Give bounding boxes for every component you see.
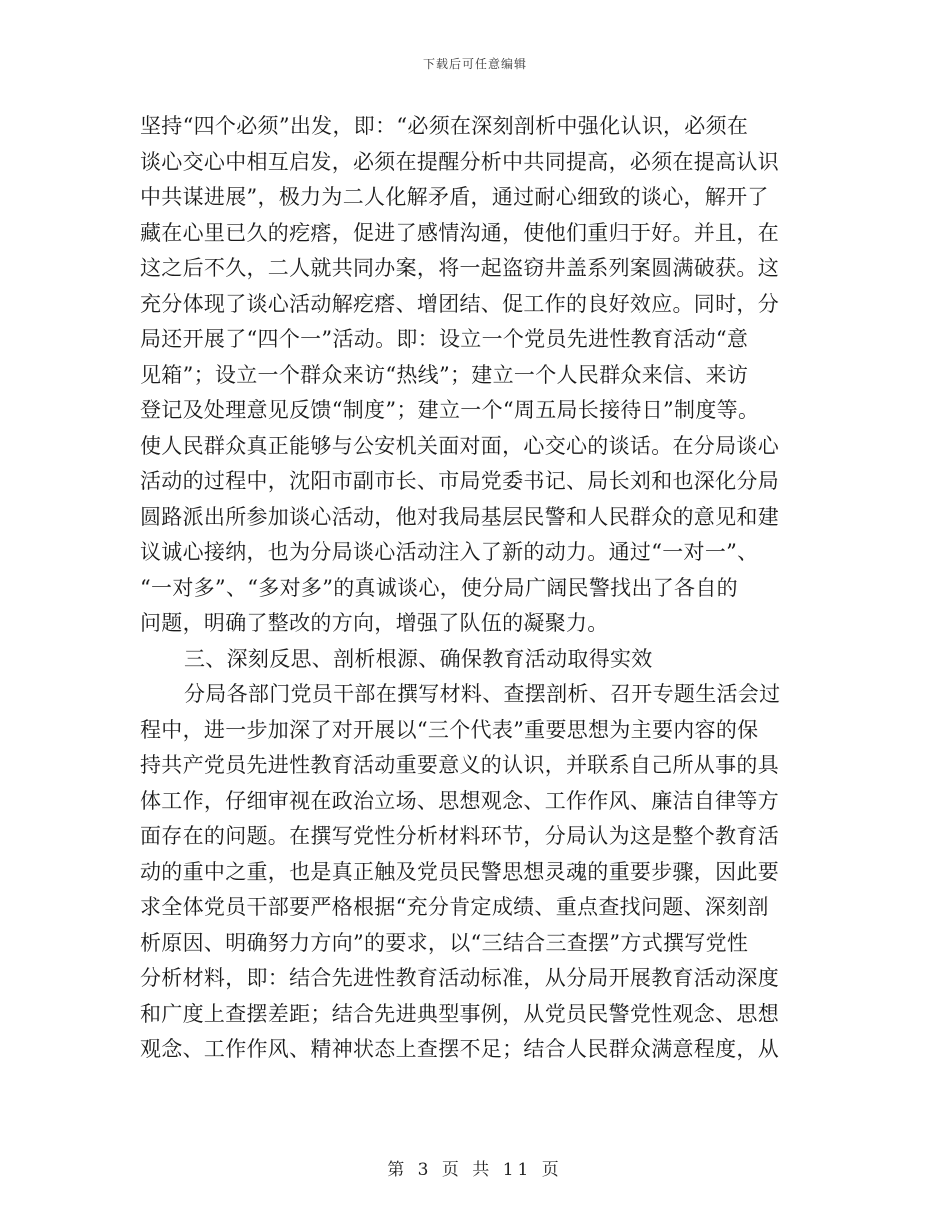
text-line: 和广度上查摆差距；结合先进典型事例，从党员民警党性观念、思想 [140,1001,779,1026]
page-header: 下载后可任意编辑 [422,57,527,71]
section-heading: 三、深刻反思、剖析根源、确保教育活动取得实效 [184,646,653,671]
text-line: 藏在心里已久的疙瘩，促进了感情沟通，使他们重归于好。并且，在 [140,220,779,245]
document-body [140,109,810,1068]
text-line: 求全体党员干部要严格根据“充分肯定成绩、重点查找问题、深刻剖 [140,895,769,919]
text-line: 议诚心接纳，也为分局谈心活动注入了新的动力。通过“一对一”、 [140,540,759,564]
text-line: 体工作，仔细审视在政治立场、思想观念、工作作风、廉洁自律等方 [140,788,779,813]
text-line: 见箱”；设立一个群众来访“热线”；建立一个人民群众来信、来访 [140,362,749,387]
text-line: 谈心交心中相互启发，必须在提醒分析中共同提高，必须在提高认识 [140,149,779,174]
text-line: 观念、工作作风、精神状态上查摆不足；结合人民群众满意程度，从 [140,1037,779,1061]
text-line: 分析材料，即：结合先进性教育活动标准，从分局开展教育活动深度 [140,966,779,990]
text-line: 使人民群众真正能够与公安机关面对面，心交心的谈话。在分局谈心 [140,433,779,458]
text-line: 分局各部门党员干部在撰写材料、查摆剖析、召开专题生活会过 [184,682,781,706]
text-line: 坚持“四个必须”出发，即：“必须在深刻剖析中强化认识，必须在 [140,114,749,138]
text-line: 充分体现了谈心活动解疙瘩、增团结、促工作的良好效应。同时，分 [140,291,779,316]
text-line: 圆路派出所参加谈心活动，他对我局基层民警和人民群众的意见和建 [140,504,779,529]
text-line: 动的重中之重，也是真正触及党员民警思想灵魂的重要步骤，因此要 [140,859,779,884]
text-line: 登记及处理意见反馈“制度”；建立一个“周五局长接待日”制度等。 [140,398,760,422]
text-line: 这之后不久，二人就共同办案，将一起盗窃井盖系列案圆满破获。这 [140,256,779,280]
text-line: 持共产党员先进性教育活动重要意义的认识，并联系自己所从事的具 [140,753,779,777]
text-line: 问题，明确了整改的方向，增强了队伍的凝聚力。 [140,611,609,635]
text-line: 程中，进一步加深了对开展以“三个代表”重要思想为主要内容的保 [140,717,759,742]
text-line: 局还开展了“四个一”活动。即：设立一个党员先进性教育活动“意 [140,327,749,351]
text-line: 析原因、明确努力方向”的要求，以“三结合三查摆”方式撰写党性 [140,930,749,955]
text-line: “一对多”、“多对多”的真诚谈心，使分局广阔民警找出了各自的 [140,575,738,600]
page-number: 第 3 页 共 11 页 [387,1160,563,1180]
text-line: 活动的过程中，沈阳市副市长、市局党委书记、局长刘和也深化分局 [140,469,779,493]
text-line: 面存在的问题。在撰写党性分析材料环节，分局认为这是整个教育活 [140,824,779,848]
text-line: 中共谋进展”，极力为二人化解矛盾，通过耐心细致的谈心，解开了 [140,185,769,209]
